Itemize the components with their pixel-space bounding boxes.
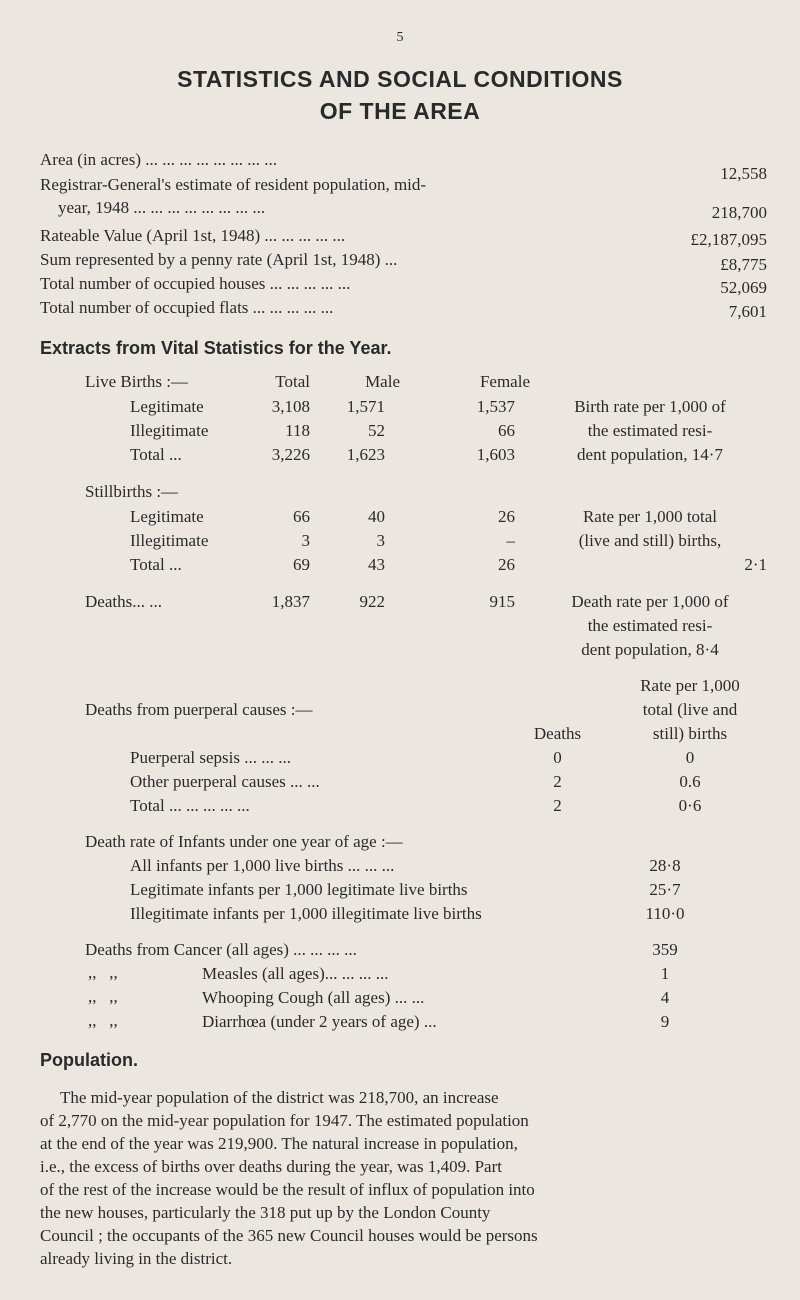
infant-legit-label: Legitimate infants per 1,000 legitimate live births [130,880,468,899]
cancer-deaths-value: 359 [652,940,678,959]
puerperal-sepsis-deaths: 0 [553,748,562,767]
occupied-flats-label: Total number of occupied flats ... ... ... ... ... [40,298,334,317]
page-number: 5 [396,30,404,45]
occupied-flats-value: 7,601 [728,302,767,321]
stillbirth-rate-note-line-1: Rate per 1,000 total [582,507,718,526]
stillbirths-illegit-label: Illegitimate [130,531,209,550]
death-rate-note-line-1: Death rate per 1,000 of [571,592,729,611]
infant-legit-value: 25·7 [649,880,681,899]
stillbirths-total-female: 26 [498,555,515,574]
deaths-female: 915 [489,592,515,611]
live-births-total-total: 3,226 [271,445,310,464]
live-births-total-male: 1,623 [346,445,385,464]
stillbirths-legit-male: 40 [368,507,385,526]
rateable-value: £2,187,095 [690,230,767,249]
population-paragraph-line-1: The mid-year population of the district was 218,700, an increase [60,1088,499,1107]
live-births-illegit-total: 118 [285,421,310,440]
stillbirths-total-male: 43 [368,555,385,574]
other-puerperal-rate: 0.6 [679,772,701,791]
population-paragraph-line-2: of 2,770 on the mid-year population for 1947. The estimated population [40,1111,529,1130]
other-puerperal-label: Other puerperal causes ... ... [130,772,320,791]
stillbirths-illegit-female: – [506,531,515,550]
penny-rate-label: Sum represented by a penny rate (April 1st, 1948) ... [40,250,398,269]
infant-all-value: 28·8 [649,856,681,875]
live-births-illegit-male: 52 [368,421,385,440]
stillbirths-illegit-male: 3 [376,531,385,550]
infant-death-rate-heading: Death rate of Infants under one year of age :— [85,832,403,851]
occupied-houses-label: Total number of occupied houses ... ... ... ... ... [40,274,351,293]
population-heading: Population. [40,1050,138,1070]
whooping-cough-deaths-value: 4 [660,988,670,1007]
measles-deaths-value: 1 [660,964,670,983]
birth-rate-note-line-2: the estimated resi- [587,421,713,440]
death-rate-note-line-3: dent population, 8·4 [581,640,719,659]
live-births-total-label: Total ... [130,445,182,464]
deaths-label: Deaths... ... [85,592,162,611]
live-births-label: Live Births :— [85,372,188,391]
col-female-header: Female [479,372,530,391]
measles-deaths-label: Measles (all ages)... ... ... ... [202,964,389,983]
other-puerperal-deaths: 2 [553,772,562,791]
area-label: Area (in acres) ... ... ... ... ... ... ... ... [40,150,277,169]
infant-illegit-label: Illegitimate infants per 1,000 illegitimate live births [130,904,482,923]
puerperal-rate-header-line-2: total (live and [642,700,738,719]
population-paragraph-line-3: at the end of the year was 219,900. The natural increase in population, [40,1134,518,1153]
puerperal-total-label: Total ... ... ... ... ... [130,796,250,815]
live-births-legit-label: Legitimate [130,397,204,416]
puerperal-total-rate: 0·6 [678,796,702,815]
measles-ditto-marks: ,, ,, [88,963,118,982]
occupied-houses-value: 52,069 [720,278,767,297]
population-estimate-value: 218,700 [711,203,767,222]
stillbirths-total-label: Total ... [130,555,182,574]
population-paragraph-line-7: Council ; the occupants of the 365 new Council houses would be persons [40,1226,538,1245]
vital-statistics-heading: Extracts from Vital Statistics for the Year. [40,338,392,358]
puerperal-deaths-header: Deaths [533,724,582,743]
infant-all-label: All infants per 1,000 live births ... ... ... [130,856,395,875]
stillbirths-legit-female: 26 [498,507,515,526]
puerperal-rate-header-line-3: still) births [652,724,728,743]
penny-rate-value: £8,775 [720,255,767,274]
death-rate-note-line-2: the estimated resi- [587,616,713,635]
population-estimate-label: Registrar-General's estimate of resident population, mid- [40,175,427,194]
whooping-cough-deaths-label: Whooping Cough (all ages) ... ... [202,988,425,1007]
stillbirths-total-total: 69 [293,555,310,574]
live-births-legit-female: 1,537 [476,397,515,416]
whooping-cough-ditto-marks: ,, ,, [88,987,118,1006]
birth-rate-note-line-1: Birth rate per 1,000 of [574,397,726,416]
puerperal-total-deaths: 2 [553,796,562,815]
infant-illegit-value: 110·0 [645,904,685,923]
diarrhoea-ditto-marks: ,, ,, [88,1011,118,1030]
stillbirths-legit-label: Legitimate [130,507,204,526]
col-total-header: Total [275,372,310,391]
live-births-legit-male: 1,571 [346,397,385,416]
stillbirths-illegit-total: 3 [301,531,310,550]
population-paragraph-line-6: the new houses, particularly the 318 put up by the London County [40,1203,491,1222]
live-births-legit-total: 3,108 [271,397,310,416]
page-title-line-1: STATISTICS AND SOCIAL CONDITIONS [177,66,623,92]
col-male-header: Male [365,372,400,391]
population-paragraph-line-4: i.e., the excess of births over deaths during the year, was 1,409. Part [40,1157,502,1176]
puerperal-sepsis-label: Puerperal sepsis ... ... ... [130,748,292,767]
live-births-total-female: 1,603 [476,445,515,464]
area-value: 12,558 [720,164,767,183]
population-paragraph-line-8: already living in the district. [40,1249,233,1268]
rateable-value-label: Rateable Value (April 1st, 1948) ... ... ... ... ... [40,226,346,245]
diarrhoea-deaths-value: 9 [660,1012,670,1031]
live-births-illegit-female: 66 [498,421,515,440]
puerperal-sepsis-rate: 0 [685,748,695,767]
population-paragraph-line-5: of the rest of the increase would be the result of influx of population into [40,1180,535,1199]
page-title-line-2: OF THE AREA [319,98,481,124]
population-estimate-year-label: year, 1948 ... ... ... ... ... ... ... ... [58,198,266,217]
puerperal-rate-header-line-1: Rate per 1,000 [640,676,740,695]
deaths-total: 1,837 [271,592,310,611]
puerperal-heading: Deaths from puerperal causes :— [85,700,313,719]
stillbirth-rate-note-line-3: 2·1 [744,555,767,574]
birth-rate-note-line-3: dent population, 14·7 [577,445,723,464]
deaths-male: 922 [359,592,385,611]
stillbirths-legit-total: 66 [293,507,310,526]
stillbirths-label: Stillbirths :— [85,482,179,501]
live-births-illegit-label: Illegitimate [130,421,209,440]
diarrhoea-deaths-label: Diarrhœa (under 2 years of age) ... [202,1012,437,1031]
stillbirth-rate-note-line-2: (live and still) births, [578,531,722,550]
cancer-deaths-label: Deaths from Cancer (all ages) ... ... ... ... [85,940,357,959]
